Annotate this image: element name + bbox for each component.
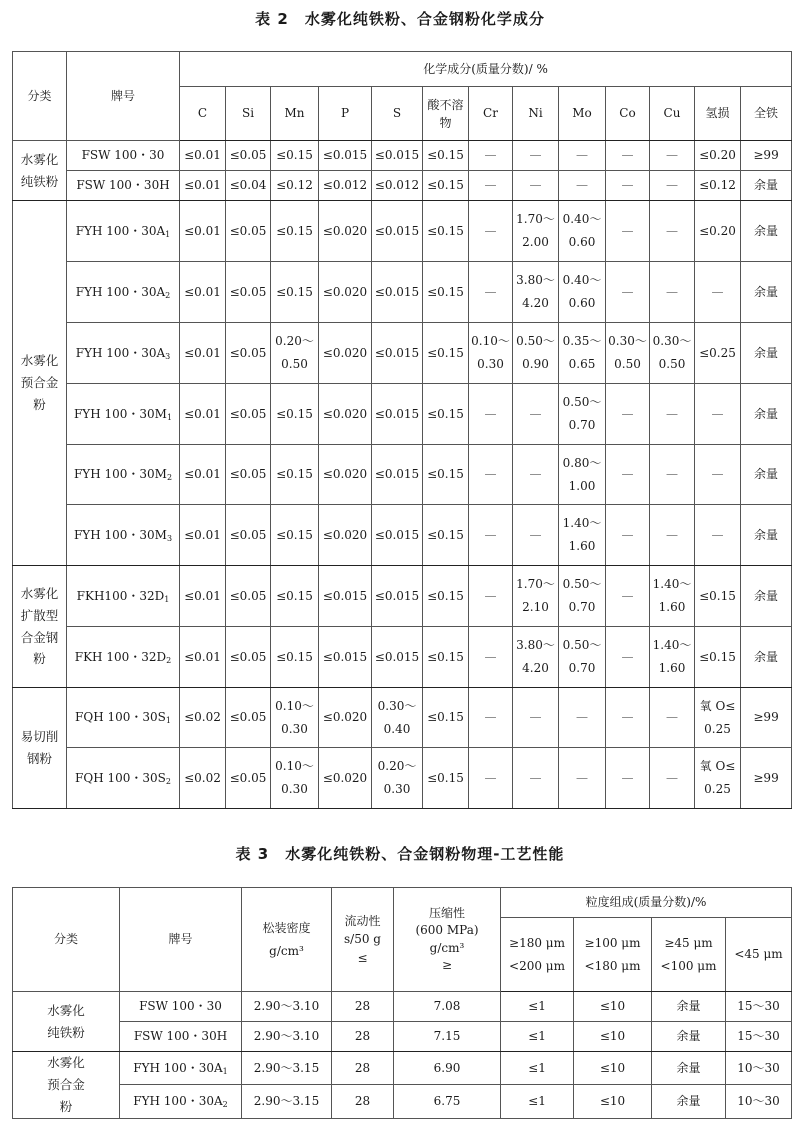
value-cell: —: [606, 262, 650, 323]
grade-cell: [67, 141, 180, 171]
value-cell: ≥99: [741, 688, 792, 748]
value-cell: ≤0.015: [372, 201, 423, 262]
value-cell: 28: [332, 1052, 394, 1085]
grade-subscript: 2: [165, 290, 171, 300]
value-cell: —: [650, 201, 695, 262]
value-cell: ≤0.01: [180, 445, 226, 505]
value-cell: ≤0.02: [180, 748, 226, 809]
category-cell: 水雾化 预合金 粉: [13, 1052, 120, 1119]
value-cell: ≤0.015: [372, 384, 423, 445]
table-row: [13, 566, 792, 627]
table2-caption: 表 2 水雾化纯铁粉、合金钢粉化学成分: [255, 10, 545, 28]
grade-cell: [67, 445, 180, 505]
value-cell: —: [469, 688, 513, 748]
value-cell: ≤0.020: [319, 505, 372, 566]
value-cell: 0.40～ 0.60: [559, 201, 606, 262]
value-cell: ≤0.01: [180, 262, 226, 323]
value-cell: —: [513, 171, 559, 201]
value-cell: ≤0.15: [271, 566, 319, 627]
value-cell: —: [559, 748, 606, 809]
value-cell: 2.90～3.10: [242, 992, 332, 1022]
value-cell: ≤0.01: [180, 627, 226, 688]
grade-cell: [67, 323, 180, 384]
grade-subscript: 2: [166, 655, 172, 665]
value-cell: 0.50～ 0.90: [513, 323, 559, 384]
category-cell: 易切削 钢粉: [13, 688, 67, 809]
value-cell: ≤0.12: [695, 171, 741, 201]
comp-condition: (600 MPa): [415, 923, 479, 938]
value-cell: 3.80～ 4.20: [513, 627, 559, 688]
table-row: [13, 1052, 792, 1085]
value-cell: —: [650, 748, 695, 809]
value-cell: —: [650, 262, 695, 323]
grade-cell: [67, 627, 180, 688]
value-cell: ≤0.15: [423, 262, 469, 323]
grade-subscript: 1: [165, 229, 171, 239]
value-cell: ≤10: [574, 1085, 652, 1118]
value-cell: 氧 O≤ 0.25: [695, 688, 741, 748]
value-cell: ≤0.15: [423, 566, 469, 627]
value-cell: ≤0.01: [180, 141, 226, 171]
value-cell: 余量: [741, 627, 792, 688]
grade-text: FSW 100・30: [139, 999, 222, 1014]
value-cell: —: [606, 141, 650, 171]
value-cell: 余量: [741, 323, 792, 384]
table-row: [13, 384, 792, 445]
value-cell: ≤0.15: [271, 627, 319, 688]
value-cell: ≤1: [501, 1022, 574, 1052]
grade-subscript: 1: [222, 1066, 228, 1076]
size-range-line: ≥100 μm: [584, 936, 641, 951]
value-cell: —: [606, 384, 650, 445]
value-cell: 余量: [741, 445, 792, 505]
table-row: [13, 1085, 792, 1118]
value-cell: 0.50～ 0.70: [559, 384, 606, 445]
value-cell: ≤0.015: [372, 505, 423, 566]
t3-header-flow: [332, 888, 394, 992]
value-cell: —: [513, 505, 559, 566]
value-cell: ≤0.015: [372, 323, 423, 384]
value-cell: ≤0.05: [226, 566, 271, 627]
header-element: Cu: [650, 87, 695, 141]
grade-cell: [67, 384, 180, 445]
value-cell: 3.80～ 4.20: [513, 262, 559, 323]
value-cell: 15～30: [726, 1022, 792, 1052]
value-cell: ≤0.02: [180, 688, 226, 748]
value-cell: —: [606, 445, 650, 505]
grade-text: FYH 100・30M: [73, 467, 167, 482]
grade-text: FYH 100・30A: [75, 223, 166, 238]
value-cell: —: [559, 688, 606, 748]
grade-cell: [67, 566, 180, 627]
value-cell: 余量: [652, 992, 726, 1022]
value-cell: 0.10～ 0.30: [469, 323, 513, 384]
value-cell: ≤0.01: [180, 171, 226, 201]
value-cell: —: [606, 505, 650, 566]
value-cell: ≤10: [574, 1022, 652, 1052]
t3-header-grade: 牌号: [120, 888, 242, 992]
value-cell: 28: [332, 1085, 394, 1118]
value-cell: 0.50～ 0.70: [559, 566, 606, 627]
table3-caption: 表 3 水雾化纯铁粉、合金钢粉物理-工艺性能: [235, 845, 565, 863]
header-element: Mn: [271, 87, 319, 141]
header-element: 氢损: [695, 87, 741, 141]
header-element: 全铁: [741, 87, 792, 141]
flow-symbol: ≤: [357, 950, 368, 965]
value-cell: ≤0.15: [423, 505, 469, 566]
value-cell: 15～30: [726, 992, 792, 1022]
value-cell: 0.30～ 0.50: [650, 323, 695, 384]
grade-cell: [67, 262, 180, 323]
value-cell: 0.30～ 0.50: [606, 323, 650, 384]
size-range-line: <180 μm: [584, 958, 641, 973]
value-cell: ≤0.015: [372, 627, 423, 688]
comp-label: 压缩性: [428, 905, 465, 920]
value-cell: —: [650, 445, 695, 505]
value-cell: —: [469, 171, 513, 201]
comp-unit: g/cm³: [429, 940, 465, 955]
value-cell: ≤0.15: [423, 323, 469, 384]
header-element: Mo: [559, 87, 606, 141]
table-row: [13, 748, 792, 809]
value-cell: —: [469, 566, 513, 627]
header-element: 酸不溶物: [423, 87, 469, 141]
grade-text: FYH 100・30A: [75, 284, 166, 299]
category-cell: 水雾化 预合金 粉: [13, 201, 67, 566]
value-cell: 余量: [741, 201, 792, 262]
value-cell: 余量: [741, 171, 792, 201]
grade-cell: [67, 748, 180, 809]
value-cell: 6.90: [394, 1052, 501, 1085]
value-cell: —: [469, 201, 513, 262]
header-element: P: [319, 87, 372, 141]
value-cell: —: [469, 141, 513, 171]
value-cell: ≤0.05: [226, 748, 271, 809]
value-cell: —: [513, 141, 559, 171]
table-row: [13, 992, 792, 1022]
value-cell: ≤0.15: [271, 505, 319, 566]
value-cell: 2.90～3.10: [242, 1022, 332, 1052]
value-cell: 0.35～ 0.65: [559, 323, 606, 384]
value-cell: —: [695, 445, 741, 505]
value-cell: 余量: [741, 262, 792, 323]
flow-label: 流动性: [344, 913, 381, 928]
value-cell: 0.20～ 0.30: [372, 748, 423, 809]
value-cell: ≤0.015: [372, 262, 423, 323]
value-cell: —: [606, 688, 650, 748]
value-cell: ≤0.05: [226, 688, 271, 748]
value-cell: 余量: [741, 384, 792, 445]
value-cell: ≤0.01: [180, 323, 226, 384]
grade-cell: [120, 1052, 242, 1085]
value-cell: 1.40～ 1.60: [559, 505, 606, 566]
value-cell: —: [469, 262, 513, 323]
value-cell: 28: [332, 1022, 394, 1052]
value-cell: ≤0.020: [319, 688, 372, 748]
value-cell: ≤0.15: [423, 445, 469, 505]
value-cell: ≤0.05: [226, 505, 271, 566]
value-cell: 0.80～ 1.00: [559, 445, 606, 505]
table-row: [13, 1022, 792, 1052]
value-cell: —: [469, 748, 513, 809]
value-cell: 1.70～ 2.00: [513, 201, 559, 262]
value-cell: ≤1: [501, 992, 574, 1022]
value-cell: ≤0.05: [226, 445, 271, 505]
value-cell: ≥99: [741, 748, 792, 809]
value-cell: —: [695, 505, 741, 566]
grade-text: FYH 100・30A: [133, 1094, 223, 1109]
value-cell: ≤0.01: [180, 505, 226, 566]
grade-text: FYH 100・30A: [133, 1060, 223, 1075]
value-cell: ≤0.04: [226, 171, 271, 201]
size-range-line: <200 μm: [509, 958, 565, 973]
value-cell: —: [469, 505, 513, 566]
value-cell: ≥99: [741, 141, 792, 171]
value-cell: ≤0.15: [271, 445, 319, 505]
value-cell: ≤0.012: [372, 171, 423, 201]
value-cell: 0.50～ 0.70: [559, 627, 606, 688]
category-cell: 水雾化 扩散型 合金钢 粉: [13, 566, 67, 688]
value-cell: ≤0.15: [271, 262, 319, 323]
value-cell: 10～30: [726, 1085, 792, 1118]
value-cell: —: [695, 262, 741, 323]
value-cell: —: [513, 384, 559, 445]
grade-cell: [120, 1085, 242, 1118]
value-cell: —: [650, 171, 695, 201]
value-cell: 0.10～ 0.30: [271, 688, 319, 748]
value-cell: ≤0.20: [695, 201, 741, 262]
grade-cell: [67, 171, 180, 201]
density-label: 松装密度: [262, 920, 311, 935]
grade-subscript: 2: [222, 1100, 228, 1110]
value-cell: 6.75: [394, 1085, 501, 1118]
size-range-header: [652, 918, 726, 992]
density-unit: g/cm³: [269, 943, 304, 958]
value-cell: 余量: [652, 1085, 726, 1118]
size-range-line: <45 μm: [734, 947, 783, 962]
grade-text: FYH 100・30M: [73, 406, 167, 421]
size-range-header: [574, 918, 652, 992]
header-category: 分类: [13, 52, 67, 141]
value-cell: ≤0.015: [319, 141, 372, 171]
value-cell: —: [650, 384, 695, 445]
value-cell: 2.90～3.15: [242, 1052, 332, 1085]
value-cell: ≤0.020: [319, 262, 372, 323]
header-element: C: [180, 87, 226, 141]
value-cell: —: [513, 748, 559, 809]
value-cell: 余量: [652, 1052, 726, 1085]
value-cell: ≤0.15: [423, 201, 469, 262]
value-cell: 余量: [741, 566, 792, 627]
value-cell: ≤0.015: [372, 566, 423, 627]
value-cell: ≤0.05: [226, 262, 271, 323]
value-cell: —: [469, 627, 513, 688]
value-cell: ≤10: [574, 1052, 652, 1085]
flow-unit: s/50 g: [344, 932, 381, 947]
value-cell: ≤0.25: [695, 323, 741, 384]
grade-text: FSW 100・30H: [133, 1029, 228, 1044]
value-cell: —: [469, 445, 513, 505]
table-row: [13, 171, 792, 201]
value-cell: 1.40～ 1.60: [650, 627, 695, 688]
table-row: [13, 323, 792, 384]
grade-subscript: 1: [164, 594, 170, 604]
header-element: Co: [606, 87, 650, 141]
grade-text: FSW 100・30H: [76, 178, 170, 193]
value-cell: ≤0.020: [319, 323, 372, 384]
value-cell: —: [469, 384, 513, 445]
grade-text: FQH 100・30S: [75, 710, 166, 725]
grade-text: FYH 100・30M: [73, 527, 167, 542]
size-range-header: [501, 918, 574, 992]
size-range-line: ≥45 μm: [664, 936, 713, 951]
table-row: [13, 262, 792, 323]
value-cell: 0.20～ 0.50: [271, 323, 319, 384]
grade-subscript: 1: [165, 716, 171, 726]
value-cell: 10～30: [726, 1052, 792, 1085]
value-cell: ≤0.15: [271, 141, 319, 171]
header-element: Cr: [469, 87, 513, 141]
grade-subscript: 1: [166, 412, 173, 422]
value-cell: —: [606, 171, 650, 201]
value-cell: —: [559, 171, 606, 201]
value-cell: 7.08: [394, 992, 501, 1022]
value-cell: ≤0.015: [372, 445, 423, 505]
value-cell: 余量: [652, 1022, 726, 1052]
comp-symbol: ≥: [441, 957, 453, 972]
value-cell: ≤0.012: [319, 171, 372, 201]
size-range-line: ≥180 μm: [509, 936, 565, 951]
value-cell: 余量: [741, 505, 792, 566]
value-cell: ≤0.15: [271, 201, 319, 262]
header-chem-composition: 化学成分(质量分数)/ %: [180, 52, 792, 87]
value-cell: ≤0.05: [226, 627, 271, 688]
value-cell: ≤0.020: [319, 384, 372, 445]
header-element: S: [372, 87, 423, 141]
grade-subscript: 2: [166, 473, 173, 483]
value-cell: —: [695, 384, 741, 445]
value-cell: ≤0.15: [423, 627, 469, 688]
value-cell: ≤0.15: [695, 627, 741, 688]
value-cell: ≤0.20: [695, 141, 741, 171]
value-cell: 0.30～ 0.40: [372, 688, 423, 748]
value-cell: 0.10～ 0.30: [271, 748, 319, 809]
value-cell: —: [606, 627, 650, 688]
value-cell: —: [513, 688, 559, 748]
table-row: [13, 141, 792, 171]
grade-text: FKH 100・32D: [74, 649, 167, 664]
grade-subscript: 2: [165, 776, 171, 786]
table-row: [13, 505, 792, 566]
header-element: Si: [226, 87, 271, 141]
size-range-line: <100 μm: [660, 958, 717, 973]
value-cell: —: [650, 505, 695, 566]
value-cell: 0.40～ 0.60: [559, 262, 606, 323]
grade-cell: [67, 201, 180, 262]
size-range-header: [726, 918, 792, 992]
value-cell: ≤0.015: [319, 627, 372, 688]
value-cell: ≤0.15: [423, 748, 469, 809]
value-cell: 28: [332, 992, 394, 1022]
grade-text: FSW 100・30: [81, 148, 165, 163]
value-cell: ≤10: [574, 992, 652, 1022]
value-cell: ≤0.05: [226, 323, 271, 384]
value-cell: —: [606, 566, 650, 627]
category-cell: 水雾化 纯铁粉: [13, 141, 67, 201]
value-cell: ≤0.020: [319, 748, 372, 809]
value-cell: 1.40～ 1.60: [650, 566, 695, 627]
t3-header-particle-size: 粒度组成(质量分数)/%: [501, 888, 792, 918]
value-cell: —: [559, 141, 606, 171]
value-cell: —: [513, 445, 559, 505]
header-element: Ni: [513, 87, 559, 141]
grade-cell: [120, 992, 242, 1022]
table-row: [13, 201, 792, 262]
t3-header-density: [242, 888, 332, 992]
value-cell: ≤0.020: [319, 201, 372, 262]
value-cell: ≤0.015: [372, 141, 423, 171]
value-cell: ≤0.15: [423, 141, 469, 171]
chemical-composition-table: [12, 51, 792, 809]
category-cell: 水雾化 纯铁粉: [13, 992, 120, 1052]
value-cell: ≤0.015: [319, 566, 372, 627]
header-grade: 牌号: [67, 52, 180, 141]
value-cell: ≤0.05: [226, 141, 271, 171]
t3-header-compressibility: [394, 888, 501, 992]
value-cell: ≤0.01: [180, 384, 226, 445]
grade-cell: [120, 1022, 242, 1052]
value-cell: —: [606, 748, 650, 809]
value-cell: ≤0.15: [423, 171, 469, 201]
value-cell: ≤1: [501, 1085, 574, 1118]
value-cell: ≤0.15: [271, 384, 319, 445]
value-cell: ≤0.05: [226, 201, 271, 262]
grade-cell: [67, 505, 180, 566]
grade-cell: [67, 688, 180, 748]
value-cell: 7.15: [394, 1022, 501, 1052]
value-cell: ≤0.12: [271, 171, 319, 201]
grade-subscript: 3: [166, 533, 173, 543]
value-cell: —: [650, 141, 695, 171]
value-cell: ≤0.15: [423, 384, 469, 445]
value-cell: ≤1: [501, 1052, 574, 1085]
table-row: [13, 445, 792, 505]
value-cell: 2.90～3.15: [242, 1085, 332, 1118]
value-cell: —: [650, 688, 695, 748]
t3-header-category: 分类: [13, 888, 120, 992]
value-cell: ≤0.05: [226, 384, 271, 445]
value-cell: ≤0.020: [319, 445, 372, 505]
value-cell: ≤0.15: [423, 688, 469, 748]
grade-text: FQH 100・30S: [75, 770, 166, 785]
grade-text: FYH 100・30A: [75, 345, 166, 360]
grade-text: FKH100・32D: [76, 588, 165, 603]
value-cell: —: [606, 201, 650, 262]
value-cell: ≤0.01: [180, 201, 226, 262]
table-row: [13, 627, 792, 688]
value-cell: 氧 O≤ 0.25: [695, 748, 741, 809]
value-cell: 1.70～ 2.10: [513, 566, 559, 627]
table-row: [13, 688, 792, 748]
grade-subscript: 3: [165, 351, 171, 361]
value-cell: ≤0.15: [695, 566, 741, 627]
physical-properties-table: [12, 887, 792, 1119]
value-cell: ≤0.01: [180, 566, 226, 627]
